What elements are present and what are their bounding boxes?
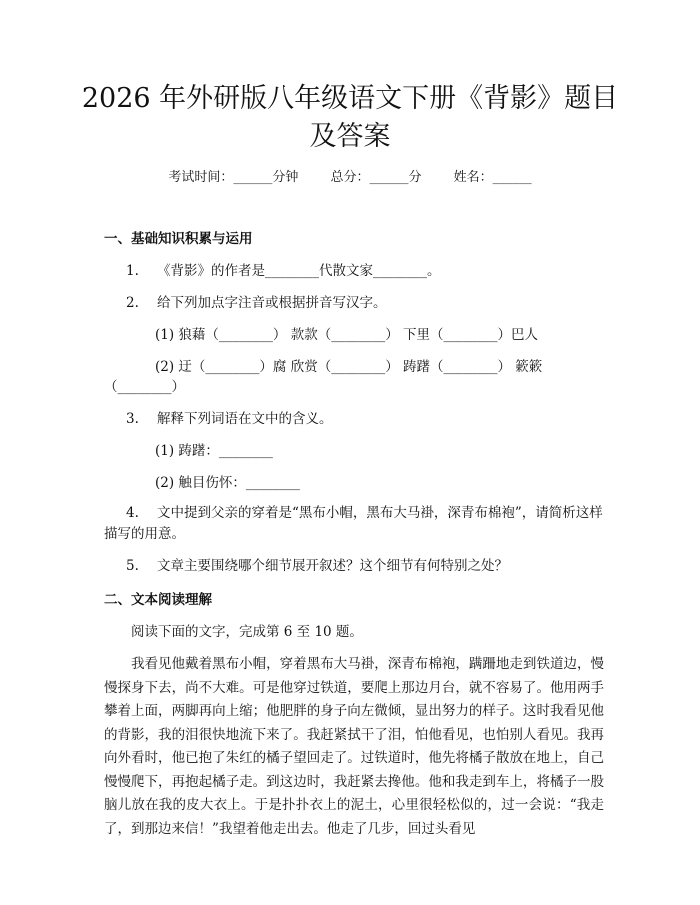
question-2-sub-1: (1) 狼藉（________） 款款（________） 下里（________）巴人	[155, 327, 538, 343]
document-title	[60, 80, 640, 156]
question-3	[126, 409, 333, 429]
reading-intro: 阅读下面的文字，完成第 6 至 10 题。	[131, 624, 363, 640]
title-line-2: 及答案	[309, 121, 391, 152]
title-line-1: 2026 年外研版八年级语文下册《背影》题目	[81, 83, 619, 114]
question-3-text: 解释下列词语在文中的含义。	[157, 411, 333, 427]
question-3-sub-2: (2) 触目伤怀：________	[155, 475, 300, 491]
question-2-text: 给下列加点字注音或根据拼音写汉字。	[157, 295, 387, 311]
exam-name: 姓名：______	[453, 170, 532, 185]
section-2-heading: 二、文本阅读理解	[104, 592, 212, 608]
question-2-sub-2: (2) 迂（________）腐 欣赏（________） 踌躇（________） 簌簌	[155, 359, 543, 375]
question-2-number: 2.	[126, 295, 139, 311]
question-1-number: 1.	[126, 263, 139, 279]
question-2-sub-2-continued: （________）	[104, 379, 185, 395]
question-1-text: 《背影》的作者是________代散文家________。	[157, 263, 441, 279]
question-4-text: 文中提到父亲的穿着是“黑布小帽，黑布大马褂，深青布棉袍”，请简析这样描写的用意。	[104, 505, 603, 542]
question-5	[126, 556, 508, 576]
exam-score: 总分：______分	[330, 170, 422, 185]
exam-meta	[0, 168, 700, 188]
question-2	[126, 293, 387, 313]
question-4-number: 4.	[126, 505, 139, 521]
exam-time: 考试时间：______分钟	[168, 170, 299, 185]
reading-passage: 我看见他戴着黑布小帽，穿着黑布大马褂，深青布棉袍，蹒跚地走到铁道边，慢慢探身下去，尚不大难。可是他穿过铁道，要爬上那边月台，就不容易了。他用两手攀着上面，两脚再向上缩；他肥胖的身子向左微倾，显出努力的样子。这时我看见他的背影，我的泪很快地流下来了。我赶紧拭干了泪，怕他看见，也怕别人看见。我再向外看时，他已抱了朱红的橘子望回走了。过铁道时，他先将橘子散放在地上，自己慢慢爬下，再抱起橘子走。到这边时，我赶紧去搀他。他和我走到车上，将橘子一股脑儿放在我的皮大衣上。于是扑扑衣上的泥土，心里很轻松似的，过一会说：“我走了，到那边来信！”我望着他走出去。他走了几步，回过头看见	[104, 656, 604, 837]
question-3-number: 3.	[126, 411, 139, 427]
question-5-number: 5.	[126, 558, 139, 574]
question-4	[104, 503, 604, 545]
question-3-sub-1: (1) 踌躇：________	[155, 443, 273, 459]
section-1-heading: 一、基础知识积累与运用	[104, 231, 253, 247]
question-1	[126, 261, 441, 281]
question-5-text: 文章主要围绕哪个细节展开叙述？这个细节有何特别之处？	[157, 558, 508, 574]
